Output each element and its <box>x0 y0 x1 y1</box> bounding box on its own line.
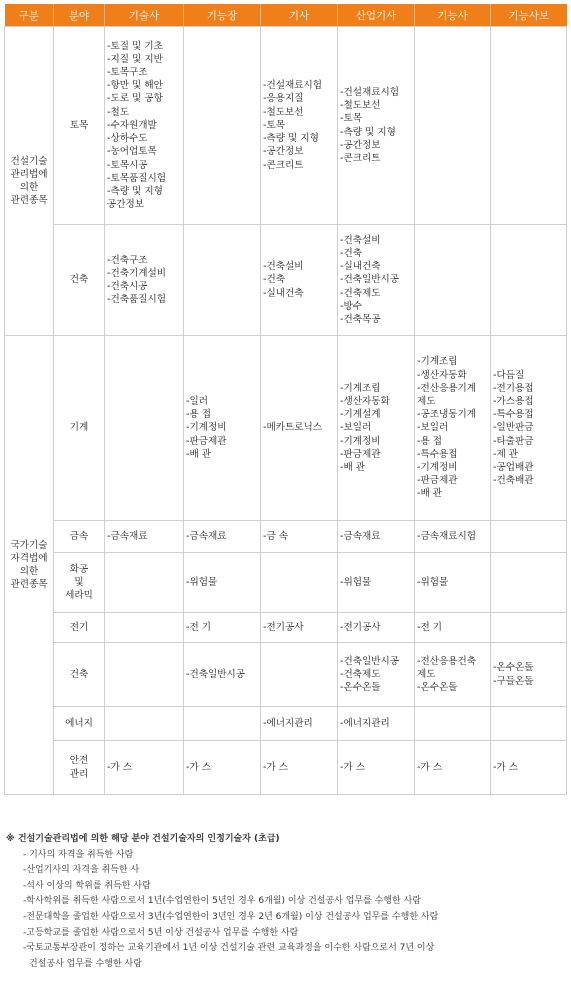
qualification-item: -용 접 <box>186 409 212 421</box>
qualification-cell <box>184 336 261 521</box>
qualification-list <box>417 621 488 634</box>
qualification-cell <box>105 613 184 643</box>
qualification-cell <box>105 643 184 707</box>
qualification-list <box>493 369 564 488</box>
category-cell: 국가기술 자격법에 의한 관련종목 <box>5 336 54 795</box>
qualification-list <box>493 661 564 687</box>
qualification-item: -배 관 <box>186 448 212 460</box>
qualification-list <box>186 761 258 774</box>
qualification-item: -금속재료 <box>340 530 381 542</box>
qualification-item: -기계정비 <box>417 462 458 473</box>
qualification-list <box>417 761 488 774</box>
qualification-item: -가스용접 <box>493 395 534 407</box>
qualification-cell <box>261 225 338 336</box>
qualification-table <box>4 4 567 795</box>
qualification-item: -건축 <box>263 274 285 286</box>
qualification-list <box>340 761 412 774</box>
header-assistant-craftsman: 기능사보 <box>491 4 567 27</box>
notes-title: ※ 건설기술관리법에 의한 해당 분야 건설기술자의 인정기술자 (초급) <box>6 834 280 844</box>
qualification-item: -전산응용건축 <box>417 655 477 667</box>
qualification-item: -위험물 <box>340 576 372 588</box>
qualification-cell <box>261 553 338 613</box>
qualification-list <box>263 260 335 300</box>
qualification-cell <box>338 27 415 225</box>
qualification-item: -금속재료시험 <box>417 530 477 542</box>
qualification-item: -메카트로닉스 <box>263 422 323 434</box>
qualification-item: -에너지관리 <box>340 717 390 729</box>
field-cell: 토목 <box>54 27 105 225</box>
qualification-cell <box>261 521 338 553</box>
table-row <box>5 741 567 795</box>
qualification-item: -전 기 <box>186 621 212 633</box>
qualification-item: -가 스 <box>263 761 289 773</box>
qualification-item: -상하수도 <box>107 133 148 145</box>
qualification-cell <box>261 643 338 707</box>
field-cell: 에너지 <box>54 707 105 741</box>
table-row <box>5 707 567 741</box>
qualification-item: -금 속 <box>263 530 289 542</box>
qualification-list <box>340 655 412 695</box>
qualification-cell <box>105 225 184 336</box>
qualification-item: -판금제관 <box>186 435 227 447</box>
qualification-item: -철도 <box>107 106 129 118</box>
qualification-item: -건설재료시험 <box>263 80 323 92</box>
qualification-item: -기계조립 <box>417 356 458 368</box>
qualification-item: -건축설비 <box>263 261 304 273</box>
qualification-cell <box>338 643 415 707</box>
qualification-cell <box>415 613 491 643</box>
qualification-item: -건축구조 <box>107 254 148 266</box>
qualification-cell <box>491 225 567 336</box>
header-professional-engineer: 기술사 <box>105 4 184 27</box>
field-cell: 안전 관리 <box>54 741 105 795</box>
qualification-item: -일반판금 <box>493 422 534 434</box>
qualification-item: -전기용접 <box>493 382 534 394</box>
qualification-cell <box>184 225 261 336</box>
qualification-cell <box>491 336 567 521</box>
qualification-item: -보일러 <box>417 422 449 434</box>
qualification-cell <box>261 707 338 741</box>
qualification-cell <box>415 553 491 613</box>
qualification-item: -토목품질시험 <box>107 172 167 184</box>
qualification-item: -건축일반시공 <box>340 655 400 667</box>
qualification-item: -측량 및 지형 <box>340 126 396 138</box>
qualification-item: -철도보선 <box>340 100 381 112</box>
qualification-item: -에너지관리 <box>263 717 313 729</box>
qualification-item: -위험물 <box>186 576 218 588</box>
qualification-cell <box>415 707 491 741</box>
qualification-list <box>186 395 258 461</box>
qualification-item: -방수 <box>340 300 362 312</box>
qualification-item: -가 스 <box>493 761 519 773</box>
qualification-item: -구들온돌 <box>493 675 534 687</box>
qualification-item: -금속재료 <box>107 530 148 542</box>
qualification-list <box>107 254 181 307</box>
qualification-item: -콘크리트 <box>340 152 381 164</box>
qualification-item: -응용지질 <box>263 93 304 105</box>
qualification-list <box>417 655 488 695</box>
table-row <box>5 521 567 553</box>
qualification-list <box>186 530 258 543</box>
header-field: 분야 <box>54 4 105 27</box>
qualification-list <box>107 530 181 543</box>
qualification-cell <box>491 553 567 613</box>
qualification-item: -실내건축 <box>263 287 304 299</box>
qualification-list <box>417 355 488 500</box>
qualification-item: -토질 및 기초 <box>107 40 163 52</box>
qualification-cell <box>415 643 491 707</box>
qualification-cell <box>338 613 415 643</box>
notes-item: -석사 이상의 학위를 취득한 사람 <box>23 880 151 891</box>
qualification-cell <box>415 741 491 795</box>
qualification-item: -실내건축 <box>340 261 381 273</box>
qualification-cell <box>184 521 261 553</box>
qualification-list <box>263 621 335 634</box>
header-engineer: 기사 <box>261 4 338 27</box>
qualification-item: -건축 <box>340 247 362 259</box>
qualification-list <box>417 576 488 589</box>
qualification-cell <box>105 553 184 613</box>
qualification-item: -건설재료시험 <box>340 86 400 98</box>
qualification-item: -특수용접 <box>417 448 458 460</box>
qualification-list <box>263 79 335 171</box>
qualification-item: -기계조립 <box>340 382 381 394</box>
qualification-item: -건축목공 <box>340 314 381 325</box>
qualification-cell <box>261 741 338 795</box>
qualification-item: -공조냉동기계 <box>417 409 477 421</box>
qualification-cell <box>491 707 567 741</box>
qualification-cell <box>491 27 567 225</box>
qualification-list <box>107 761 181 774</box>
qualification-list <box>340 234 412 326</box>
qualification-item: -철도보선 <box>263 106 304 118</box>
qualification-item: 공간정보 <box>107 199 145 211</box>
qualification-item: -온수온돌 <box>340 682 381 694</box>
table-row <box>5 225 567 336</box>
qualification-item: -배 관 <box>417 488 443 500</box>
field-cell: 금속 <box>54 521 105 553</box>
qualification-item: -배 관 <box>340 462 366 473</box>
notes-item-continuation: 건설공사 업무를 수행한 사람 <box>29 958 142 969</box>
qualification-item: -타출판금 <box>493 435 534 447</box>
qualification-item: -건축제도 <box>340 287 381 299</box>
qualification-item: -도로 및 공항 <box>107 93 163 105</box>
qualification-cell <box>415 336 491 521</box>
qualification-item: -건축일반시공 <box>340 274 400 286</box>
qualification-item: -토목 <box>263 119 285 131</box>
qualification-item: -공업배관 <box>493 462 534 473</box>
notes-item: -전문대학을 졸업한 사람으로서 3년(수업연한이 3년인 경우 2년 6개월) 이상 건설공사 업무를 수행한 사람 <box>23 911 439 922</box>
qualification-list <box>263 530 335 543</box>
category-cell: 건설기술 관리법에 의한 관련종목 <box>5 27 54 336</box>
qualification-item: -가 스 <box>417 761 443 773</box>
field-cell: 건축 <box>54 225 105 336</box>
field-cell: 화공 및 세라믹 <box>54 553 105 613</box>
qualification-cell <box>105 521 184 553</box>
qualification-item: -건축시공 <box>107 281 148 292</box>
qualification-cell <box>105 336 184 521</box>
notes-item: -산업기사의 자격을 취득한 사 <box>23 865 140 876</box>
notes-item: - 기사의 자격을 취득한 사람 <box>23 849 134 860</box>
qualification-list <box>263 421 335 434</box>
qualification-item: 제도 <box>417 395 436 407</box>
qualification-item: -다듬질 <box>493 369 525 381</box>
qualification-item: -가 스 <box>107 761 133 773</box>
qualification-item: -건축일반시공 <box>186 668 246 680</box>
qualification-list <box>186 621 258 634</box>
qualification-cell <box>261 613 338 643</box>
qualification-item: -생산자동화 <box>417 369 467 381</box>
qualification-list <box>493 761 564 774</box>
qualification-item: -용 접 <box>417 435 443 447</box>
qualification-item: -금속재료 <box>186 530 227 542</box>
table-body <box>5 27 567 795</box>
qualification-item: -판금제관 <box>340 448 381 460</box>
qualification-cell <box>491 521 567 553</box>
qualification-cell <box>184 741 261 795</box>
qualification-item: -제 관 <box>493 448 519 460</box>
qualification-item: -건축품질시험 <box>107 294 167 306</box>
qualification-cell <box>184 707 261 741</box>
qualification-item: -건축기계설비 <box>107 267 167 279</box>
header-industrial-engineer: 산업기사 <box>338 4 415 27</box>
qualification-item: -지질 및 지반 <box>107 53 163 65</box>
qualification-item: -일러 <box>186 395 208 407</box>
field-cell: 기계 <box>54 336 105 521</box>
qualification-cell <box>338 336 415 521</box>
qualification-cell <box>415 27 491 225</box>
qualification-item: -항만 및 해안 <box>107 80 163 92</box>
qualification-item: -가 스 <box>186 761 212 773</box>
qualification-cell <box>105 707 184 741</box>
qualification-cell <box>491 741 567 795</box>
qualification-cell <box>491 613 567 643</box>
qualification-item: -측량 및 지형 <box>107 185 163 197</box>
notes-item: -학사학위를 취득한 사람으로서 1년(수업연한이 5년인 경우 6개월) 이상 건설공사 업무를 수행한 사람 <box>23 896 421 907</box>
qualification-item: 제도 <box>417 668 436 680</box>
qualification-list <box>186 576 258 589</box>
table-row <box>5 553 567 613</box>
qualification-item: -콘크리트 <box>263 159 304 171</box>
qualification-item: -건축제도 <box>340 668 381 680</box>
qualification-item: -공간정보 <box>263 146 304 158</box>
qualification-item: -공간정보 <box>340 139 381 151</box>
notes-item: -고등학교를 졸업한 사람으로서 5년 이상 건설공사 업무를 수행한 사람 <box>23 927 299 938</box>
qualification-item: -기계설계 <box>340 409 381 421</box>
qualification-list <box>340 86 412 165</box>
qualification-item: -온수온돌 <box>493 662 534 674</box>
qualification-item: -토목시공 <box>107 159 148 171</box>
notes-item: -국토교통부장관이 정하는 교육기관에서 1년 이상 건설기술 관련 교육과정을 이수한 사람으로서 7년 이상 <box>23 943 435 954</box>
table-row <box>5 336 567 521</box>
table-row <box>5 27 567 225</box>
qualification-item: -전산응용기계 <box>417 382 477 394</box>
qualification-item: -건축배관 <box>493 475 534 487</box>
qualification-cell <box>261 336 338 521</box>
qualification-cell <box>415 521 491 553</box>
table-row <box>5 613 567 643</box>
qualification-item: -건축설비 <box>340 234 381 246</box>
qualification-list <box>186 668 258 681</box>
qualification-cell <box>184 613 261 643</box>
qualification-item: -보일러 <box>340 422 372 434</box>
qualification-cell <box>105 27 184 225</box>
qualification-cell <box>184 643 261 707</box>
table-header-row <box>5 4 567 27</box>
qualification-item: -위험물 <box>417 576 449 588</box>
qualification-item: -특수용접 <box>493 409 534 421</box>
qualification-item: -전 기 <box>417 621 443 633</box>
table-row <box>5 643 567 707</box>
qualification-item: -판금제관 <box>417 475 458 487</box>
qualification-item: -기계정비 <box>340 435 381 447</box>
qualification-item: -기계정비 <box>186 422 227 434</box>
qualification-cell <box>415 225 491 336</box>
qualification-item: -농어업토목 <box>107 146 157 158</box>
qualification-list <box>417 530 488 543</box>
qualification-list <box>340 530 412 543</box>
qualification-cell <box>105 741 184 795</box>
qualification-list <box>340 382 412 474</box>
qualification-item: -생산자동화 <box>340 395 390 407</box>
qualification-cell <box>184 553 261 613</box>
qualification-cell <box>491 643 567 707</box>
qualification-list <box>340 621 412 634</box>
qualification-item: -토목 <box>340 113 362 125</box>
qualification-cell <box>338 225 415 336</box>
qualification-item: -전기공사 <box>263 621 304 633</box>
qualification-cell <box>338 741 415 795</box>
qualification-item: -온수온돌 <box>417 682 458 694</box>
qualification-item: -측량 및 지형 <box>263 133 319 145</box>
qualification-list <box>340 576 412 589</box>
field-cell: 건축 <box>54 643 105 707</box>
qualification-list <box>263 761 335 774</box>
qualification-cell <box>338 521 415 553</box>
qualification-item: -수자원개발 <box>107 119 157 131</box>
qualification-list <box>340 717 412 730</box>
qualification-cell <box>338 707 415 741</box>
field-cell: 전기 <box>54 613 105 643</box>
qualification-list <box>107 40 181 212</box>
qualification-item: -전기공사 <box>340 621 381 633</box>
header-category: 구분 <box>5 4 54 27</box>
qualification-list <box>263 717 335 730</box>
qualification-item: -토목구조 <box>107 67 148 79</box>
header-master-craftsman: 기능장 <box>184 4 261 27</box>
header-craftsman: 기능사 <box>415 4 491 27</box>
qualification-cell <box>338 553 415 613</box>
notes-section <box>6 832 566 972</box>
qualification-cell <box>184 27 261 225</box>
qualification-cell <box>261 27 338 225</box>
qualification-item: -가 스 <box>340 761 366 773</box>
